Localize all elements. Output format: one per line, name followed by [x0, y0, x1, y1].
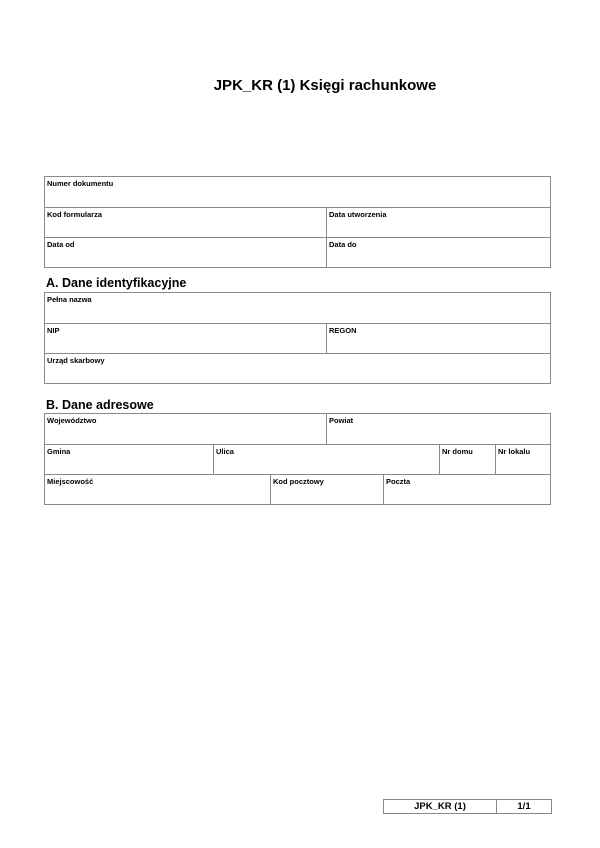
header-fields-table: [44, 176, 551, 268]
wojewodztwo-field[interactable]: [45, 414, 326, 444]
form-row: [45, 444, 550, 474]
field-label: Numer dokumentu: [47, 179, 114, 188]
nip-field[interactable]: [45, 324, 326, 353]
section-b-heading: B. Dane adresowe: [46, 398, 154, 412]
poczta-field[interactable]: [383, 475, 550, 504]
urzad-skarbowy-field[interactable]: [45, 354, 550, 383]
field-label: Nr lokalu: [498, 447, 531, 456]
field-label: Pełna nazwa: [47, 295, 92, 304]
data-utworzenia-field[interactable]: [326, 208, 550, 237]
field-label: Kod formularza: [47, 210, 103, 219]
section-a-heading: A. Dane identyfikacyjne: [46, 276, 187, 290]
form-row: [45, 474, 550, 504]
ulica-field[interactable]: [213, 445, 439, 474]
form-row: [45, 414, 550, 444]
footer-form-code: JPK_KR (1): [414, 801, 466, 812]
field-label: Miejscowość: [47, 477, 94, 486]
kod-formularza-field[interactable]: [45, 208, 326, 237]
field-label: Województwo: [47, 416, 97, 425]
field-label: Urząd skarbowy: [47, 356, 105, 365]
field-label: REGON: [329, 326, 357, 335]
field-label: Powiat: [329, 416, 354, 425]
data-od-field[interactable]: [45, 238, 326, 267]
powiat-field[interactable]: [326, 414, 550, 444]
section-b-table: [44, 413, 551, 505]
miejscowosc-field[interactable]: [45, 475, 270, 504]
form-row: [45, 177, 550, 207]
field-label: Kod pocztowy: [273, 477, 324, 486]
field-label: Ulica: [216, 447, 234, 456]
field-label: Data od: [47, 240, 75, 249]
nr-lokalu-field[interactable]: [495, 445, 550, 474]
pelna-nazwa-field[interactable]: [45, 293, 550, 323]
data-do-field[interactable]: [326, 238, 550, 267]
form-row: [45, 237, 550, 267]
field-label: Nr domu: [442, 447, 473, 456]
gmina-field[interactable]: [45, 445, 213, 474]
field-label: Data do: [329, 240, 357, 249]
field-label: Data utworzenia: [329, 210, 387, 219]
field-label: Poczta: [386, 477, 411, 486]
section-a-table: [44, 292, 551, 384]
numer-dokumentu-field[interactable]: [45, 177, 550, 207]
field-label: Gmina: [47, 447, 71, 456]
page-footer: [383, 799, 552, 814]
form-row: [45, 207, 550, 237]
form-row: [45, 323, 550, 353]
regon-field[interactable]: [326, 324, 550, 353]
kod-pocztowy-field[interactable]: [270, 475, 383, 504]
document-title: JPK_KR (1) Księgi rachunkowe: [213, 77, 437, 94]
form-row: [45, 293, 550, 323]
form-row: [45, 353, 550, 383]
footer-page-number: 1/1: [496, 800, 551, 813]
nr-domu-field[interactable]: [439, 445, 495, 474]
field-label: NIP: [47, 326, 60, 335]
